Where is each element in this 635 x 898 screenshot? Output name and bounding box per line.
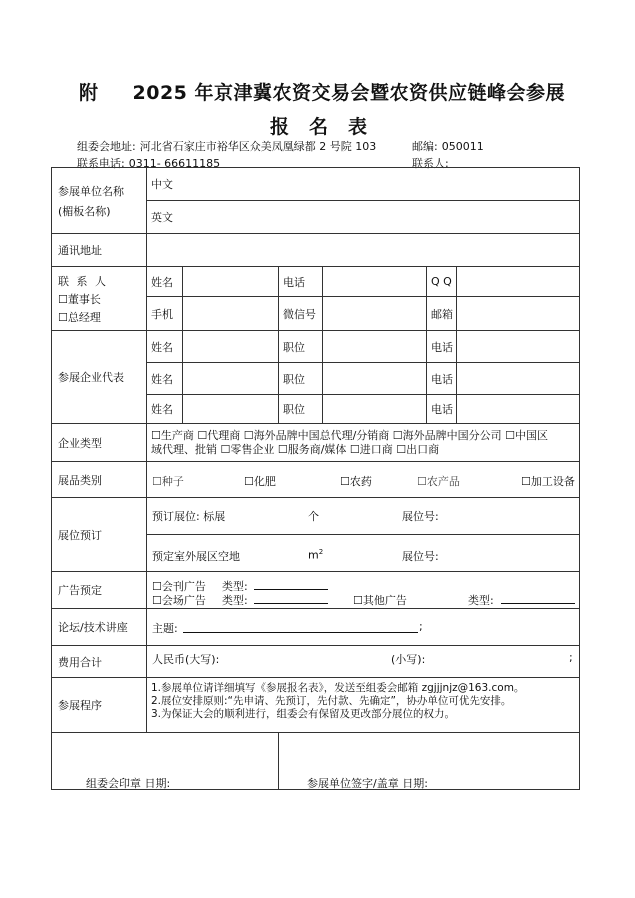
booth-booking-label: 展位预订 — [52, 498, 147, 572]
rep1-position-field[interactable] — [323, 331, 427, 363]
rep2-name-label: 姓名 — [147, 363, 183, 395]
rep1-name-field[interactable] — [183, 331, 279, 363]
rep1-position-label: 职位 — [279, 331, 323, 363]
contact-label: 联 系 人 ☐董事长 ☐总经理 — [52, 267, 147, 331]
rep3-name-field[interactable] — [183, 395, 279, 424]
representative-label: 参展企业代表 — [52, 331, 147, 424]
booth-standard-row[interactable] — [147, 498, 580, 535]
ad-booking-row[interactable] — [147, 572, 580, 609]
rep2-tel-field[interactable] — [457, 363, 580, 395]
contact-qq-label: Q Q — [427, 267, 457, 297]
forum-label: 论坛/技术讲座 — [52, 609, 147, 646]
forum-topic-line[interactable] — [183, 622, 418, 633]
rep1-name-label: 姓名 — [147, 331, 183, 363]
contact-qq-field[interactable] — [457, 267, 580, 297]
procedure-item-2: 2.展位安排原则:“先申请、先预订，先付款、先确定”，协办单位可优先安排。 — [151, 695, 512, 707]
rep3-tel-field[interactable] — [457, 395, 580, 424]
contact-wechat-label: 微信号 — [279, 297, 323, 331]
ad-venue-type-label: 类型: — [222, 594, 248, 607]
company-name-en-field[interactable]: 英文 — [147, 201, 580, 234]
company-name-cn-field[interactable]: 中文 — [147, 168, 580, 201]
forum-end-mark: ; — [419, 620, 423, 633]
organizer-address: 组委会地址: 河北省石家庄市裕华区众美凤凰绿都 2 号院 103 — [77, 140, 377, 153]
ad-venue-type-line[interactable] — [254, 593, 328, 604]
ad-venue-checkbox[interactable]: ☐会场广告 — [152, 594, 206, 607]
product-option-equipment[interactable]: ☐加工设备 — [521, 475, 575, 488]
product-option-seed[interactable]: ☐种子 — [152, 475, 184, 488]
rep2-position-label: 职位 — [279, 363, 323, 395]
rep2-name-field[interactable] — [183, 363, 279, 395]
product-category-label: 展品类别 — [52, 462, 147, 498]
rep3-position-field[interactable] — [323, 395, 427, 424]
product-category-options[interactable] — [147, 462, 580, 498]
contact-email-label: 邮箱 — [427, 297, 457, 331]
ad-catalog-checkbox[interactable]: ☐会刊广告 — [152, 580, 206, 593]
general-manager-checkbox[interactable]: ☐总经理 — [58, 310, 101, 324]
company-type-options[interactable]: ☐生产商 ☐代理商 ☐海外品牌中国总代理/分销商 ☐海外品牌中国分公司 ☐中国区 域代理、批销 ☐零售企业 ☐服务商/媒体 ☐进口商 ☐出口商 — [147, 424, 580, 462]
rep2-position-field[interactable] — [323, 363, 427, 395]
ad-catalog-type-label: 类型: — [222, 580, 248, 593]
title-prefix: 附 — [79, 82, 99, 104]
rep3-position-label: 职位 — [279, 395, 323, 424]
contact-name-field[interactable] — [183, 267, 279, 297]
contact-wechat-field[interactable] — [323, 297, 427, 331]
ad-catalog-type-line[interactable] — [254, 579, 328, 590]
contact-tel-field[interactable] — [323, 267, 427, 297]
contact-email-field[interactable] — [457, 297, 580, 331]
product-option-produce[interactable]: ☐农产品 — [417, 475, 460, 488]
document-title — [79, 78, 565, 105]
contact-mobile-field[interactable] — [183, 297, 279, 331]
fee-total-label: 费用合计 — [52, 646, 147, 678]
ad-other-type-line[interactable] — [501, 593, 575, 604]
product-option-fertilizer[interactable]: ☐化肥 — [244, 475, 276, 488]
procedure-text — [147, 678, 580, 733]
forum-row[interactable] — [147, 609, 580, 646]
organizer-stamp-label: 组委会印章 日期: — [86, 777, 171, 790]
title-text: 2025 年京津冀农资交易会暨农资供应链峰会参展 — [132, 82, 566, 104]
contact-name-label: 姓名 — [147, 267, 183, 297]
booth-standard-label: 预订展位: 标展 — [152, 510, 226, 523]
rep1-tel-field[interactable] — [457, 331, 580, 363]
company-type-label: 企业类型 — [52, 424, 147, 462]
organizer-contact: 联系人: — [412, 157, 449, 170]
fee-end-mark: ; — [569, 651, 573, 664]
rep3-tel-label: 电话 — [427, 395, 457, 424]
ad-other-type-label: 类型: — [468, 594, 494, 607]
contact-mobile-label: 手机 — [147, 297, 183, 331]
document-subtitle: 报名表 — [270, 116, 388, 138]
address-label: 通讯地址 — [52, 234, 147, 267]
procedure-item-3: 3.为保证大会的顺利进行，组委会有保留及更改部分展位的权力。 — [151, 708, 456, 720]
product-option-pesticide[interactable]: ☐农药 — [340, 475, 372, 488]
exhibitor-signature-cell[interactable] — [279, 733, 580, 790]
rep1-tel-label: 电话 — [427, 331, 457, 363]
square-meter-unit: $m^2$ — [308, 548, 324, 562]
exhibitor-signature-label: 参展单位签字/盖章 日期: — [307, 777, 428, 790]
organizer-postcode: 邮编: 050011 — [412, 140, 484, 153]
booth-number-label-2: 展位号: — [402, 550, 439, 563]
forum-topic-label: 主题: — [152, 622, 178, 635]
company-name-label: 参展单位名称 (楣板名称) — [52, 168, 147, 234]
organizer-phone: 联系电话: 0311- 66611185 — [77, 157, 221, 170]
booth-outdoor-row[interactable] — [147, 535, 580, 572]
ad-other-checkbox[interactable]: ☐其他广告 — [353, 594, 407, 607]
registration-form-table — [51, 167, 580, 790]
contact-tel-label: 电话 — [279, 267, 323, 297]
fee-small-label: (小写): — [391, 653, 426, 666]
booth-outdoor-label: 预定室外展区空地 — [152, 550, 240, 563]
chairman-checkbox[interactable]: ☐董事长 — [58, 292, 101, 306]
booth-unit-label: 个 — [308, 510, 319, 523]
rep2-tel-label: 电话 — [427, 363, 457, 395]
fee-total-row[interactable] — [147, 646, 580, 678]
address-field[interactable] — [147, 234, 580, 267]
ad-booking-label: 广告预定 — [52, 572, 147, 609]
organizer-stamp-cell[interactable] — [52, 733, 279, 790]
fee-rmb-label: 人民币(大写): — [152, 653, 220, 666]
booth-number-label: 展位号: — [402, 510, 439, 523]
rep3-name-label: 姓名 — [147, 395, 183, 424]
procedure-label: 参展程序 — [52, 678, 147, 733]
procedure-item-1: 1.参展单位请详细填写《参展报名表》，发送至组委会邮箱 zgjjjnjz@163.com。 — [151, 682, 525, 694]
